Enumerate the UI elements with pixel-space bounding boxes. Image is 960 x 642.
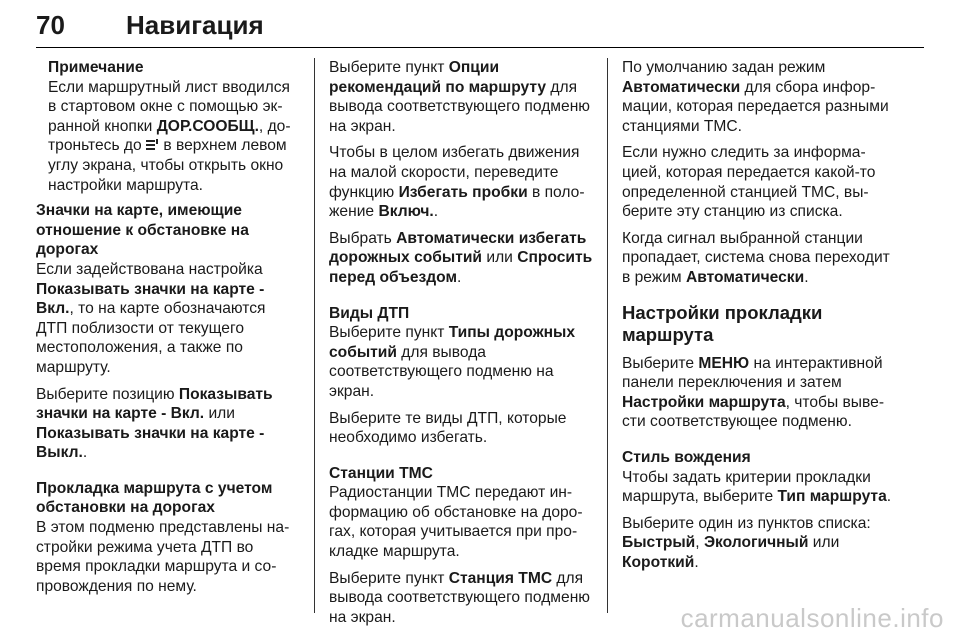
- heading-driving-style: Стиль вождения: [622, 448, 751, 466]
- column-divider: [607, 58, 608, 613]
- heading-route-settings: Настройки прокладки маршрута: [622, 301, 823, 345]
- column-divider: [314, 58, 315, 613]
- paragraph: Выберите те виды ДТП, которые необходимо избегать.: [329, 409, 567, 447]
- paragraph: Выберите МЕНЮ на интерактивной панели переключения и затем Настройки маршрута, чтобы вывести соответствующее подменю.: [622, 354, 885, 431]
- header-rule: [36, 47, 924, 48]
- route-settings-icon: [146, 139, 159, 151]
- section-title: Навигация: [126, 10, 264, 40]
- paragraph: Выберите один из пунктов списка: Быстрый, Экологичный или Короткий.: [622, 514, 871, 571]
- column-3: [622, 58, 892, 579]
- watermark: carmanualsonline.info: [680, 603, 944, 633]
- paragraph: Если задействована настройка Показывать значки на карте - Вкл., то на карте обозначаются ДТП поблизости от текущего местоположения, а также по маршруту.: [36, 260, 266, 376]
- paragraph: Чтобы задать критерии прокладки маршрута, выберите Тип маршрута.: [622, 468, 892, 506]
- heading-traffic-routing: Прокладка маршрута с учетом обстановки на дорогах: [36, 479, 273, 517]
- note-text: Если маршрутный лист вводился в стартовом окне с помощью экранной кнопки ДОР.СООБЩ., дотроньтесь до в верхнем левом углу экрана, чтобы открыть окно настройки маршрута.: [48, 78, 291, 194]
- paragraph: По умолчанию задан режим Автоматически для сбора информации, которая передается разными станциями TMC.: [622, 59, 889, 135]
- heading-map-icons: Значки на карте, имеющие отношение к обстановке на дорогах: [36, 202, 249, 259]
- paragraph: Если нужно следить за информацией, которая передается какой-то определенной станцией TMC, выберите эту станцию из списка.: [622, 144, 876, 221]
- heading-tmc-stations: Станции TMC: [329, 464, 433, 482]
- column-1: [36, 58, 298, 603]
- paragraph: Выберите позицию Показывать значки на карте - Вкл. или Показывать значки на карте - Выкл..: [36, 385, 273, 462]
- note-title: Примечание: [48, 59, 144, 76]
- paragraph: Выберите пункт Опции рекомендаций по маршруту для вывода соответствующего подменю на экран.: [329, 59, 591, 135]
- paragraph: Чтобы в целом избегать движения на малой скорости, переведите функцию Избегать пробки в положение Включ..: [329, 144, 585, 221]
- paragraph: Выберите пункт Станция TMC для вывода соответствующего подменю на экран.: [329, 569, 591, 626]
- note-block: [36, 58, 298, 195]
- column-2: [329, 58, 593, 634]
- paragraph: В этом подменю представлены настройки режима учета ДТП во время прокладки маршрута и сопровождения по нему.: [36, 519, 290, 595]
- page-number: 70: [36, 10, 65, 40]
- paragraph: Выбрать Автоматически избегать дорожных событий или Спросить перед объездом.: [329, 229, 593, 286]
- paragraph: Когда сигнал выбранной станции пропадает, система снова переходит в режим Автоматически.: [622, 229, 890, 286]
- paragraph: Выберите пункт Типы дорожных событий для вывода соответствующего подменю на экран.: [329, 324, 576, 400]
- heading-incident-types: Виды ДТП: [329, 304, 410, 322]
- page-header: [36, 8, 924, 48]
- paragraph: Радиостанции TMC передают информацию об обстановке на дорогах, которая учитывается при прокладке маршрута.: [329, 484, 583, 561]
